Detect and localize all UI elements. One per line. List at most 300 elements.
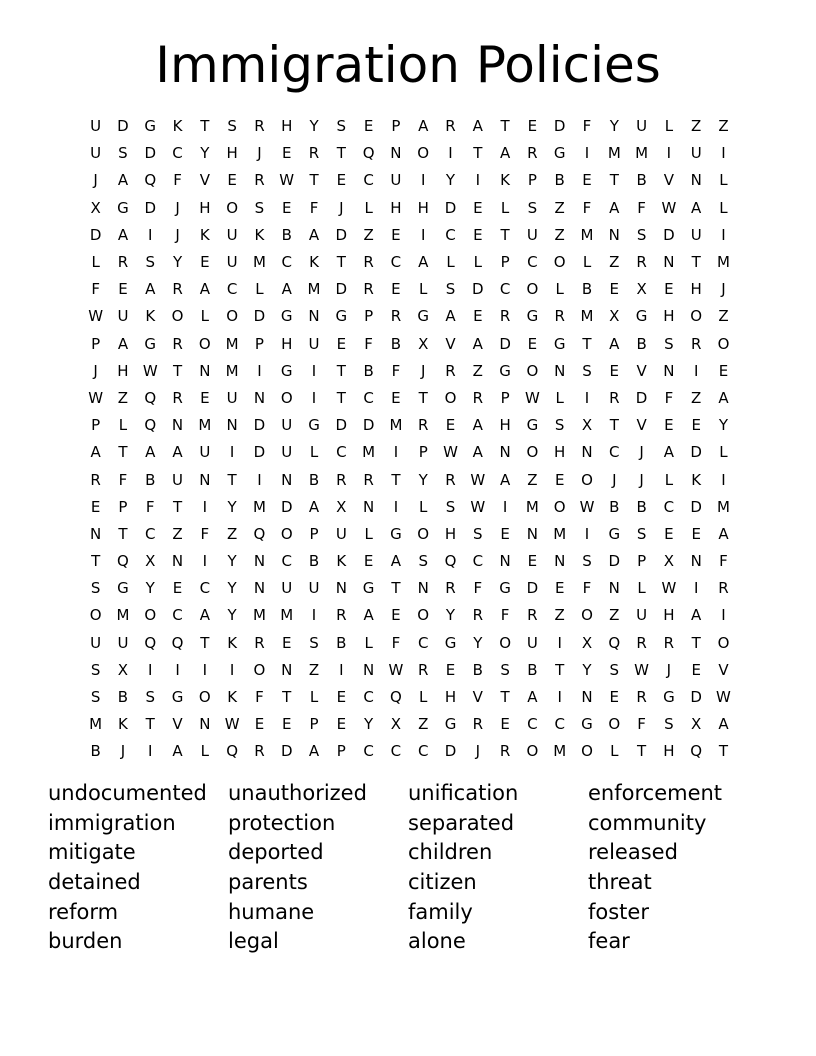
grid-letter: E [391, 388, 401, 407]
grid-letter: H [554, 443, 566, 462]
grid-letter: L [309, 688, 319, 707]
grid-letter: E [691, 660, 701, 679]
grid-letter: L [419, 280, 428, 299]
grid-letter: I [229, 443, 235, 462]
grid-letter: J [175, 225, 180, 244]
grid-letter: I [339, 660, 344, 679]
grid-letter: G [390, 524, 402, 543]
grid-letter: O [226, 307, 239, 326]
grid-letter: X [390, 715, 402, 734]
grid-letter: T [282, 688, 292, 707]
grid-letter: I [721, 144, 726, 163]
grid-letter: S [473, 524, 483, 543]
grid-letter: A [472, 117, 483, 136]
grid-letter: M [116, 606, 130, 625]
grid-letter: E [336, 171, 347, 190]
grid-letter: K [227, 688, 238, 707]
grid-letter: R [363, 280, 374, 299]
word-list-item: unification [408, 781, 519, 805]
grid-letter: I [448, 144, 453, 163]
grid-letter: K [172, 117, 183, 136]
grid-letter: N [363, 660, 375, 679]
grid-letter: C [499, 280, 511, 299]
grid-letter: O [198, 334, 211, 353]
grid-letter: B [581, 280, 593, 299]
grid-letter: T [718, 742, 729, 761]
grid-letter: F [391, 361, 401, 380]
grid-letter: X [581, 416, 593, 435]
grid-letter: J [93, 361, 98, 380]
grid-letter: V [199, 171, 210, 190]
grid-letter: D [89, 225, 102, 244]
grid-letter: R [499, 307, 511, 326]
grid-row [82, 630, 738, 657]
grid-letter: A [390, 552, 402, 571]
grid-row [82, 358, 738, 385]
word-list-item: deported [228, 840, 324, 865]
word-list-item: unauthorized [228, 781, 367, 805]
grid-letter: R [308, 144, 320, 163]
grid-letter: O [526, 742, 539, 761]
grid-letter: Y [609, 117, 619, 136]
grid-letter: Z [609, 253, 620, 272]
grid-letter: H [499, 416, 511, 435]
grid-letter: Z [554, 198, 565, 217]
grid-letter: I [693, 361, 699, 380]
grid-letter: C [609, 443, 620, 462]
grid-letter: W [470, 470, 486, 489]
grid-letter: T [200, 117, 210, 136]
grid-letter: M [252, 606, 266, 625]
grid-letter: A [445, 307, 456, 326]
grid-letter: W [88, 388, 104, 407]
grid-letter: E [363, 552, 374, 571]
grid-letter: G [117, 579, 129, 598]
grid-row [82, 738, 738, 765]
grid-letter: A [281, 280, 292, 299]
grid-letter: W [524, 388, 540, 407]
word-list-item: protection [228, 810, 336, 835]
grid-letter: R [363, 253, 374, 272]
grid-letter: L [91, 253, 100, 272]
grid-letter: W [716, 688, 731, 707]
grid-letter: I [721, 225, 726, 244]
grid-letter: U [172, 470, 184, 489]
grid-letter: R [90, 470, 101, 489]
grid-letter: G [280, 307, 293, 326]
grid-letter: T [418, 388, 428, 407]
grid-letter: P [309, 715, 319, 734]
grid-letter: E [582, 171, 592, 190]
grid-letter: L [555, 280, 564, 299]
grid-letter: H [663, 606, 675, 625]
grid-row [82, 303, 738, 330]
grid-letter: Y [227, 606, 237, 625]
grid-letter: L [664, 470, 674, 489]
grid-row [82, 195, 738, 222]
grid-letter: F [145, 497, 155, 516]
grid-letter: B [390, 334, 402, 353]
grid-row [82, 222, 738, 249]
grid-letter: N [690, 171, 702, 190]
grid-letter: W [388, 660, 404, 679]
grid-letter: C [281, 253, 292, 272]
grid-letter: F [118, 470, 128, 489]
grid-letter: N [526, 524, 539, 543]
grid-letter: O [226, 198, 239, 217]
grid-letter: R [417, 660, 429, 679]
grid-letter: T [309, 171, 319, 190]
grid-letter: V [445, 334, 456, 353]
grid-letter: T [336, 361, 346, 380]
grid-letter: Q [144, 171, 157, 190]
grid-letter: Z [691, 117, 702, 136]
grid-letter: O [526, 443, 539, 462]
grid-letter: R [254, 117, 265, 136]
grid-letter: H [281, 117, 293, 136]
word-list-item: burden [48, 929, 123, 954]
grid-letter: P [91, 334, 101, 353]
grid-letter: H [690, 280, 702, 299]
grid-letter: G [499, 579, 511, 598]
grid-letter: M [607, 144, 621, 163]
grid-letter: A [718, 388, 729, 407]
grid-letter: H [117, 361, 129, 380]
grid-letter: T [227, 470, 237, 489]
grid-letter: B [636, 497, 647, 516]
page-title: Immigration Policies [155, 36, 661, 94]
grid-letter: E [118, 280, 128, 299]
grid-letter: U [90, 117, 102, 136]
grid-letter: M [89, 715, 103, 734]
grid-letter: O [553, 253, 566, 272]
grid-letter: J [93, 171, 98, 190]
grid-letter: M [280, 606, 294, 625]
grid-letter: A [117, 334, 129, 353]
grid-letter: A [308, 497, 320, 516]
grid-letter: B [554, 171, 565, 190]
grid-letter: Z [609, 606, 620, 625]
grid-letter: S [664, 334, 674, 353]
grid-letter: N [253, 388, 266, 407]
grid-letter: J [339, 198, 344, 217]
grid-row [82, 575, 738, 602]
grid-letter: M [198, 416, 212, 435]
grid-letter: R [472, 715, 484, 734]
grid-letter: K [118, 715, 128, 734]
grid-letter: D [444, 198, 457, 217]
grid-letter: D [635, 388, 648, 407]
grid-letter: H [390, 198, 402, 217]
grid-letter: U [90, 633, 102, 652]
grid-letter: G [144, 334, 157, 353]
grid-letter: E [200, 253, 210, 272]
grid-letter: R [390, 307, 402, 326]
grid-letter: N [90, 524, 102, 543]
grid-letter: Y [473, 633, 483, 652]
grid-letter: Y [309, 117, 319, 136]
grid-letter: A [472, 416, 483, 435]
grid-letter: R [663, 633, 675, 652]
grid-letter: I [257, 470, 262, 489]
grid-letter: Z [554, 225, 565, 244]
grid-letter: O [553, 497, 566, 516]
grid-letter: L [719, 198, 728, 217]
grid-letter: F [309, 198, 319, 217]
grid-letter: L [419, 497, 428, 516]
grid-letter: R [527, 144, 538, 163]
grid-letter: D [553, 117, 566, 136]
grid-letter: G [635, 307, 648, 326]
grid-row [82, 167, 738, 194]
grid-letter: M [553, 742, 567, 761]
grid-letter: J [666, 660, 672, 679]
grid-letter: Q [226, 742, 239, 761]
grid-letter: N [171, 416, 184, 435]
grid-letter: L [200, 307, 210, 326]
grid-letter: C [390, 742, 402, 761]
grid-letter: S [582, 552, 592, 571]
grid-letter: N [499, 552, 511, 571]
grid-letter: Y [227, 497, 237, 516]
grid-letter: E [336, 715, 347, 734]
grid-row [82, 113, 738, 140]
grid-letter: X [636, 280, 647, 299]
grid-letter: N [554, 361, 566, 380]
grid-letter: I [475, 171, 481, 190]
grid-letter: N [581, 443, 593, 462]
grid-letter: B [636, 334, 647, 353]
grid-letter: S [254, 198, 265, 217]
grid-letter: I [721, 606, 726, 625]
grid-letter: O [717, 334, 730, 353]
grid-letter: L [664, 117, 674, 136]
grid-letter: N [581, 688, 593, 707]
grid-letter: C [417, 742, 429, 761]
grid-letter: G [608, 524, 621, 543]
grid-letter: A [117, 225, 129, 244]
grid-letter: L [473, 253, 482, 272]
grid-letter: E [391, 606, 401, 625]
grid-letter: U [308, 334, 320, 353]
grid-letter: I [229, 660, 235, 679]
grid-letter: R [636, 688, 647, 707]
grid-letter: A [199, 280, 210, 299]
grid-letter: S [145, 688, 155, 707]
grid-letter: W [88, 307, 104, 326]
grid-letter: B [636, 171, 647, 190]
grid-letter: Q [144, 416, 157, 435]
grid-letter: U [526, 633, 538, 652]
grid-letter: W [443, 443, 458, 462]
grid-letter: U [308, 579, 320, 598]
grid-letter: N [663, 361, 675, 380]
grid-letter: M [717, 253, 730, 272]
grid-letter: F [173, 171, 182, 190]
grid-letter: B [308, 552, 320, 571]
grid-letter: W [224, 715, 240, 734]
grid-letter: A [145, 280, 156, 299]
grid-letter: P [500, 253, 510, 272]
grid-letter: A [145, 443, 156, 462]
grid-letter: Z [363, 225, 374, 244]
grid-letter: A [663, 443, 675, 462]
grid-letter: O [526, 361, 539, 380]
word-list-item: separated [408, 810, 515, 835]
grid-letter: U [690, 225, 702, 244]
grid-letter: P [91, 416, 101, 435]
grid-letter: X [609, 307, 620, 326]
grid-letter: Z [117, 388, 129, 407]
grid-letter: R [472, 388, 484, 407]
grid-letter: E [554, 579, 565, 598]
grid-letter: M [362, 443, 376, 462]
grid-letter: Y [445, 171, 456, 190]
grid-letter: C [199, 579, 211, 598]
grid-letter: J [612, 470, 617, 489]
grid-letter: E [227, 171, 237, 190]
word-list-item: enforcement [588, 781, 723, 805]
grid-letter: R [554, 307, 565, 326]
grid-letter: Z [472, 361, 483, 380]
grid-letter: X [691, 715, 702, 734]
grid-letter: A [172, 443, 183, 462]
grid-letter: R [609, 388, 620, 407]
grid-letter: N [199, 361, 211, 380]
grid-letter: A [691, 198, 702, 217]
grid-letter: Z [554, 606, 565, 625]
grid-letter: L [364, 633, 373, 652]
grid-letter: A [527, 688, 538, 707]
grid-letter: V [636, 416, 647, 435]
grid-letter: G [444, 715, 457, 734]
grid-letter: O [581, 742, 593, 761]
word-list-item: alone [408, 929, 466, 954]
grid-letter: E [445, 416, 456, 435]
grid-letter: W [661, 198, 677, 217]
grid-letter: X [117, 660, 129, 679]
word-list-item: mitigate [48, 840, 136, 865]
grid-letter: U [117, 633, 129, 652]
grid-letter: G [526, 307, 539, 326]
grid-letter: E [336, 688, 347, 707]
grid-letter: E [664, 280, 674, 299]
grid-letter: D [472, 280, 484, 299]
grid-letter: D [690, 443, 702, 462]
grid-letter: A [691, 606, 702, 625]
grid-letter: P [418, 443, 428, 462]
grid-letter: B [281, 225, 292, 244]
grid-letter: R [172, 280, 183, 299]
grid-row [82, 276, 738, 303]
grid-letter: B [308, 470, 320, 489]
grid-letter: I [202, 660, 208, 679]
grid-letter: G [280, 361, 293, 380]
grid-letter: E [664, 524, 674, 543]
word-list-item: undocumented [48, 781, 207, 805]
grid-letter: S [636, 225, 647, 244]
grid-letter: T [582, 334, 592, 353]
grid-letter: E [172, 579, 183, 598]
grid-letter: D [144, 198, 157, 217]
word-list-item: parents [228, 870, 308, 895]
grid-letter: N [390, 144, 402, 163]
grid-letter: E [664, 416, 674, 435]
grid-letter: Z [691, 388, 702, 407]
grid-letter: F [91, 280, 100, 299]
grid-letter: R [445, 117, 456, 136]
grid-letter: A [363, 606, 374, 625]
grid-letter: E [527, 117, 538, 136]
grid-letter: O [417, 144, 430, 163]
grid-letter: I [311, 606, 317, 625]
grid-letter: F [473, 579, 483, 598]
grid-letter: K [691, 470, 702, 489]
grid-letter: T [609, 416, 619, 435]
grid-letter: O [690, 307, 703, 326]
grid-letter: A [172, 742, 183, 761]
grid-letter: O [280, 524, 293, 543]
grid-letter: E [609, 280, 620, 299]
grid-letter: M [580, 225, 594, 244]
word-list-item: immigration [48, 810, 176, 835]
grid-letter: Y [718, 416, 729, 435]
grid-letter: Q [690, 742, 703, 761]
grid-letter: R [472, 606, 484, 625]
grid-letter: M [225, 334, 239, 353]
grid-letter: Y [172, 253, 183, 272]
word-list-item: legal [228, 929, 279, 954]
grid-letter: U [90, 144, 102, 163]
grid-letter: A [609, 198, 620, 217]
grid-letter: F [582, 198, 592, 217]
grid-letter: E [473, 198, 483, 217]
grid-letter: K [199, 225, 210, 244]
grid-letter: V [472, 688, 483, 707]
grid-letter: J [175, 198, 180, 217]
grid-letter: C [226, 280, 238, 299]
grid-letter: O [253, 660, 266, 679]
grid-letter: E [281, 715, 292, 734]
grid-letter: W [470, 497, 486, 516]
grid-letter: E [363, 117, 374, 136]
grid-letter: R [636, 253, 647, 272]
grid-letter: Y [582, 660, 592, 679]
grid-letter: C [527, 715, 538, 734]
grid-letter: G [417, 307, 430, 326]
grid-letter: L [364, 524, 373, 543]
grid-letter: B [336, 633, 347, 652]
grid-letter: P [254, 334, 264, 353]
grid-letter: C [363, 171, 374, 190]
grid-letter: I [175, 660, 180, 679]
grid-letter: E [718, 361, 729, 380]
grid-letter: L [364, 198, 373, 217]
grid-letter: I [148, 660, 153, 679]
grid-letter: N [253, 552, 266, 571]
grid-letter: T [391, 470, 401, 489]
grid-letter: L [719, 171, 728, 190]
grid-letter: X [418, 334, 429, 353]
grid-row [82, 711, 738, 738]
grid-letter: K [336, 552, 347, 571]
grid-letter: L [200, 742, 210, 761]
grid-letter: B [117, 688, 129, 707]
word-search-grid [82, 113, 738, 766]
grid-letter: R [417, 416, 429, 435]
grid-letter: N [308, 307, 320, 326]
grid-letter: N [335, 579, 347, 598]
